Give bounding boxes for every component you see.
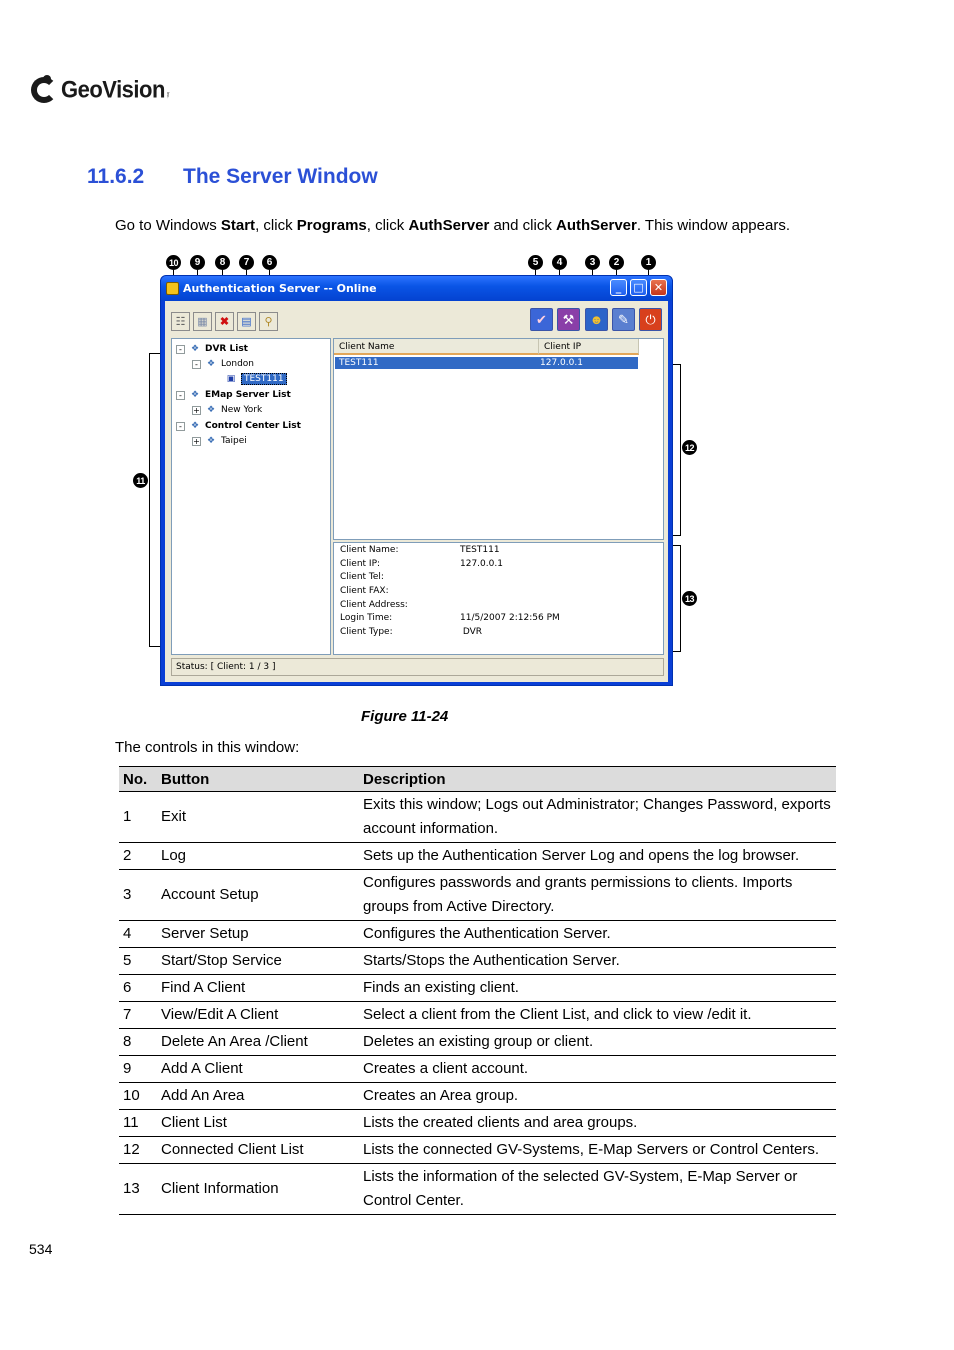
server-setup-button[interactable] xyxy=(557,308,580,331)
collapse-icon: - xyxy=(192,360,201,369)
callout-12: 12 xyxy=(682,440,697,455)
bracket-line xyxy=(680,545,681,651)
cell-button: Start/Stop Service xyxy=(157,948,359,975)
tree-node-taipei[interactable] xyxy=(192,435,247,447)
cell-button: Client Information xyxy=(157,1164,359,1215)
section-number: 11.6.2 xyxy=(87,165,145,188)
callout-11: 11 xyxy=(133,473,148,488)
callout-13: 13 xyxy=(682,591,697,606)
log-icon: ✎ xyxy=(618,311,629,327)
client-information-panel xyxy=(333,542,664,655)
table-header-row xyxy=(119,767,836,792)
intro-text: , click xyxy=(255,217,297,234)
tree-label: TEST111 xyxy=(241,373,287,385)
delete-icon: ✖ xyxy=(219,316,230,328)
info-row xyxy=(340,613,560,623)
logo-mark-icon xyxy=(31,75,57,105)
auth-server-window xyxy=(160,275,673,686)
callout-3: 3 xyxy=(585,255,600,270)
tree-label: Control Center List xyxy=(205,421,301,431)
client-list-tree[interactable] xyxy=(171,338,331,655)
server-setup-icon: ⚒ xyxy=(562,311,575,327)
table-row xyxy=(119,1083,836,1110)
intro-bold: AuthServer xyxy=(556,217,637,234)
table-row xyxy=(119,843,836,870)
info-row xyxy=(340,600,408,610)
collapse-icon: - xyxy=(176,422,185,431)
cell-button: Server Setup xyxy=(157,921,359,948)
info-label: Client Address: xyxy=(340,600,408,610)
info-row xyxy=(340,545,500,555)
expand-icon: + xyxy=(193,405,200,415)
cell-no: 5 xyxy=(119,948,157,975)
app-icon xyxy=(166,282,179,295)
add-client-icon: ▦ xyxy=(197,316,208,328)
info-row xyxy=(340,627,483,637)
callout-1: 1 xyxy=(641,255,656,270)
cell-no: 7 xyxy=(119,1002,157,1029)
header-description: Description xyxy=(359,767,836,792)
info-row xyxy=(340,572,384,582)
table-row xyxy=(119,870,836,921)
tree-label: DVR List xyxy=(205,344,248,354)
info-label: Login Time: xyxy=(340,613,393,623)
cell-no: 3 xyxy=(119,870,157,921)
cell-no: 8 xyxy=(119,1029,157,1056)
table-row xyxy=(119,948,836,975)
tree-node-new-york[interactable] xyxy=(192,404,262,416)
cell-no: 10 xyxy=(119,1083,157,1110)
geovision-logo xyxy=(31,73,171,107)
find-icon: ⚲ xyxy=(264,316,273,328)
cell-button: Client List xyxy=(157,1110,359,1137)
tree-label: London xyxy=(221,359,254,369)
add-area-icon: ☷ xyxy=(175,316,186,328)
folder-icon: ❖ xyxy=(190,421,200,431)
info-label: Client Type: xyxy=(340,627,393,637)
header-button: Button xyxy=(157,767,359,792)
intro-paragraph xyxy=(115,217,790,234)
column-header-client-name[interactable]: Client Name xyxy=(334,339,539,355)
cell-button: Connected Client List xyxy=(157,1137,359,1164)
info-label: Client Tel: xyxy=(340,572,384,582)
table-row xyxy=(119,1137,836,1164)
info-row xyxy=(340,559,503,569)
column-header-client-ip[interactable]: Client IP xyxy=(539,339,639,355)
cell-description: Exits this window; Logs out Administrator; Changes Password, exports account information. xyxy=(359,792,836,843)
tree-label: EMap Server List xyxy=(205,390,291,400)
cell-description: Creates an Area group. xyxy=(359,1083,836,1110)
collapse-icon: - xyxy=(176,345,185,354)
cell-no: 1 xyxy=(119,792,157,843)
table-row xyxy=(119,792,836,843)
cell-description: Lists the information of the selected GV-System, E-Map Server or Control Center. xyxy=(359,1164,836,1215)
cell-description: Sets up the Authentication Server Log and opens the log browser. xyxy=(359,843,836,870)
start-stop-icon: ✔ xyxy=(536,311,547,327)
page-number: 534 xyxy=(29,1241,53,1257)
header-no: No. xyxy=(119,767,157,792)
maximize-button[interactable]: □ xyxy=(630,279,647,296)
info-value: 11/5/2007 2:12:56 PM xyxy=(460,613,560,623)
cell-description: Configures the Authentication Server. xyxy=(359,921,836,948)
tree-node-control-center-list[interactable] xyxy=(176,420,301,432)
bracket-line xyxy=(680,364,681,535)
controls-intro: The controls in this window: xyxy=(115,739,300,756)
tree-label: New York xyxy=(221,405,263,415)
cell-button: Delete An Area /Client xyxy=(157,1029,359,1056)
log-button[interactable] xyxy=(612,308,635,331)
intro-bold: AuthServer xyxy=(408,217,490,234)
cell-description: Lists the created clients and area groups. xyxy=(359,1110,836,1137)
callout-2: 2 xyxy=(609,255,624,270)
cell-description: Configures passwords and grants permissions to clients. Imports groups from Active Directory. xyxy=(359,870,836,921)
group-icon: ❖ xyxy=(206,359,216,369)
group-icon: ❖ xyxy=(206,405,216,415)
cell-no: 2 xyxy=(119,843,157,870)
intro-text: . This window appears. xyxy=(636,217,790,234)
info-label: Client FAX: xyxy=(340,586,389,596)
cell-no: 9 xyxy=(119,1056,157,1083)
tree-node-dvr-list[interactable] xyxy=(176,343,248,355)
callout-5: 5 xyxy=(528,255,543,270)
exit-button[interactable] xyxy=(639,308,662,331)
expand-icon: + xyxy=(193,436,200,446)
exit-icon: ⏻ xyxy=(645,311,656,327)
cell-no: 13 xyxy=(119,1164,157,1215)
computer-icon: ▣ xyxy=(226,374,236,384)
section-heading xyxy=(87,165,378,189)
callout-4: 4 xyxy=(552,255,567,270)
tree-node-emap-list[interactable] xyxy=(176,389,291,401)
info-value: 127.0.0.1 xyxy=(460,559,503,569)
row-client-ip: 127.0.0.1 xyxy=(540,358,583,368)
row-client-name: TEST111 xyxy=(339,358,379,368)
close-button[interactable]: ✕ xyxy=(650,279,667,296)
status-bar: Status: [ Client: 1 / 3 ] xyxy=(171,658,664,676)
find-button[interactable] xyxy=(259,312,278,331)
intro-text: , click xyxy=(366,217,409,234)
cell-button: Account Setup xyxy=(157,870,359,921)
table-row xyxy=(119,975,836,1002)
window-titlebar[interactable] xyxy=(161,276,672,301)
tree-label: Taipei xyxy=(221,436,247,446)
controls-table xyxy=(119,766,836,1215)
folder-icon: ❖ xyxy=(190,390,200,400)
callout-6: 6 xyxy=(262,255,277,270)
info-label: Client Name: xyxy=(340,545,399,555)
cell-description: Finds an existing client. xyxy=(359,975,836,1002)
intro-text: Go to Windows xyxy=(115,217,221,234)
add-area-button[interactable] xyxy=(171,312,190,331)
section-title: The Server Window xyxy=(183,165,378,188)
view-edit-button[interactable] xyxy=(237,312,256,331)
logo-text: GeoVision xyxy=(61,75,165,104)
bracket-line xyxy=(149,353,150,647)
cell-no: 6 xyxy=(119,975,157,1002)
intro-text: and click xyxy=(489,217,556,234)
connected-client-list[interactable] xyxy=(333,338,664,540)
cell-description: Select a client from the Client List, and click to view /edit it. xyxy=(359,1002,836,1029)
add-client-button[interactable] xyxy=(193,312,212,331)
cell-button: Add A Client xyxy=(157,1056,359,1083)
tree-node-london[interactable] xyxy=(192,358,254,370)
tree-node-test111[interactable] xyxy=(224,373,287,385)
table-row xyxy=(119,1110,836,1137)
account-setup-button[interactable] xyxy=(585,308,608,331)
cell-no: 11 xyxy=(119,1110,157,1137)
table-row xyxy=(119,1164,836,1215)
cell-button: Find A Client xyxy=(157,975,359,1002)
intro-bold: Programs xyxy=(296,217,367,234)
callout-10: 10 xyxy=(166,255,181,270)
window-title: Authentication Server -- Online xyxy=(183,282,377,295)
callout-8: 8 xyxy=(215,255,230,270)
folder-icon: ❖ xyxy=(190,344,200,354)
callout-9: 9 xyxy=(190,255,205,270)
collapse-icon: - xyxy=(176,391,185,400)
list-row[interactable] xyxy=(335,357,638,369)
info-value: TEST111 xyxy=(460,545,500,555)
cell-button: Add An Area xyxy=(157,1083,359,1110)
window-client-area xyxy=(165,301,668,682)
cell-button: Log xyxy=(157,843,359,870)
cell-description: Starts/Stops the Authentication Server. xyxy=(359,948,836,975)
cell-description: Creates a client account. xyxy=(359,1056,836,1083)
group-icon: ❖ xyxy=(206,436,216,446)
cell-button: View/Edit A Client xyxy=(157,1002,359,1029)
cell-description: Deletes an existing group or client. xyxy=(359,1029,836,1056)
table-row xyxy=(119,1056,836,1083)
cell-no: 12 xyxy=(119,1137,157,1164)
cell-no: 4 xyxy=(119,921,157,948)
figure-caption: Figure 11-24 xyxy=(361,708,449,725)
delete-button[interactable] xyxy=(215,312,234,331)
intro-bold: Start xyxy=(220,217,256,234)
table-row xyxy=(119,1002,836,1029)
callout-7: 7 xyxy=(239,255,254,270)
table-row xyxy=(119,1029,836,1056)
cell-button: Exit xyxy=(157,792,359,843)
info-row xyxy=(340,586,389,596)
view-edit-icon: ▤ xyxy=(241,316,252,328)
cell-description: Lists the connected GV-Systems, E-Map Servers or Control Centers. xyxy=(359,1137,836,1164)
start-stop-service-button[interactable] xyxy=(530,308,553,331)
account-setup-icon: ☻ xyxy=(589,312,604,327)
info-value: DVR xyxy=(460,627,483,637)
logo-trademark: Inc. xyxy=(165,91,171,99)
minimize-button[interactable]: _ xyxy=(610,279,627,296)
info-label: Client IP: xyxy=(340,559,381,569)
table-row xyxy=(119,921,836,948)
